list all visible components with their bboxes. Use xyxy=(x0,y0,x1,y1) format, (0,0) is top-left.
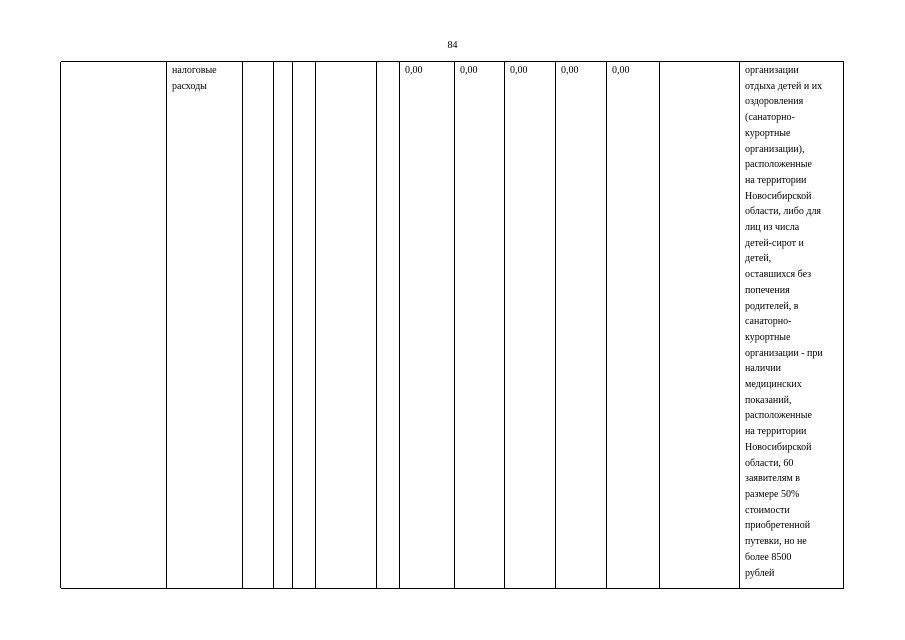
column-border xyxy=(242,62,243,588)
column-border xyxy=(273,62,274,588)
column-border xyxy=(399,62,400,588)
column-border xyxy=(60,62,61,588)
column-border xyxy=(606,62,607,588)
data-table xyxy=(61,61,844,589)
column-border xyxy=(292,62,293,588)
column-border xyxy=(659,62,660,588)
description-cell: организации отдыха детей и их оздоровления (санаторно- курортные организации), расположенные на территории Новосибирской области, либо для лиц из числа детей-сирот и детей, оставшихся без попечения родителей, в санаторно- курортные организации - при наличии медицинских показаний, расположенные на территории Новосибирской области, 60 заявителям в размере 50% стоимости приобретенной путевки, но не более 8500 рублей xyxy=(745,65,823,579)
page-number: 84 xyxy=(447,40,458,51)
column-border xyxy=(454,62,455,588)
value-cell: 0,00 xyxy=(460,65,478,76)
category-cell: налоговые расходы xyxy=(172,65,217,92)
column-border xyxy=(315,62,316,588)
value-cell: 0,00 xyxy=(405,65,423,76)
column-border xyxy=(166,62,167,588)
value-cell: 0,00 xyxy=(612,65,630,76)
value-cell: 0,00 xyxy=(561,65,579,76)
column-border xyxy=(376,62,377,588)
value-cell: 0,00 xyxy=(510,65,528,76)
column-border xyxy=(555,62,556,588)
column-border xyxy=(504,62,505,588)
column-border xyxy=(843,62,844,588)
column-border xyxy=(739,62,740,588)
